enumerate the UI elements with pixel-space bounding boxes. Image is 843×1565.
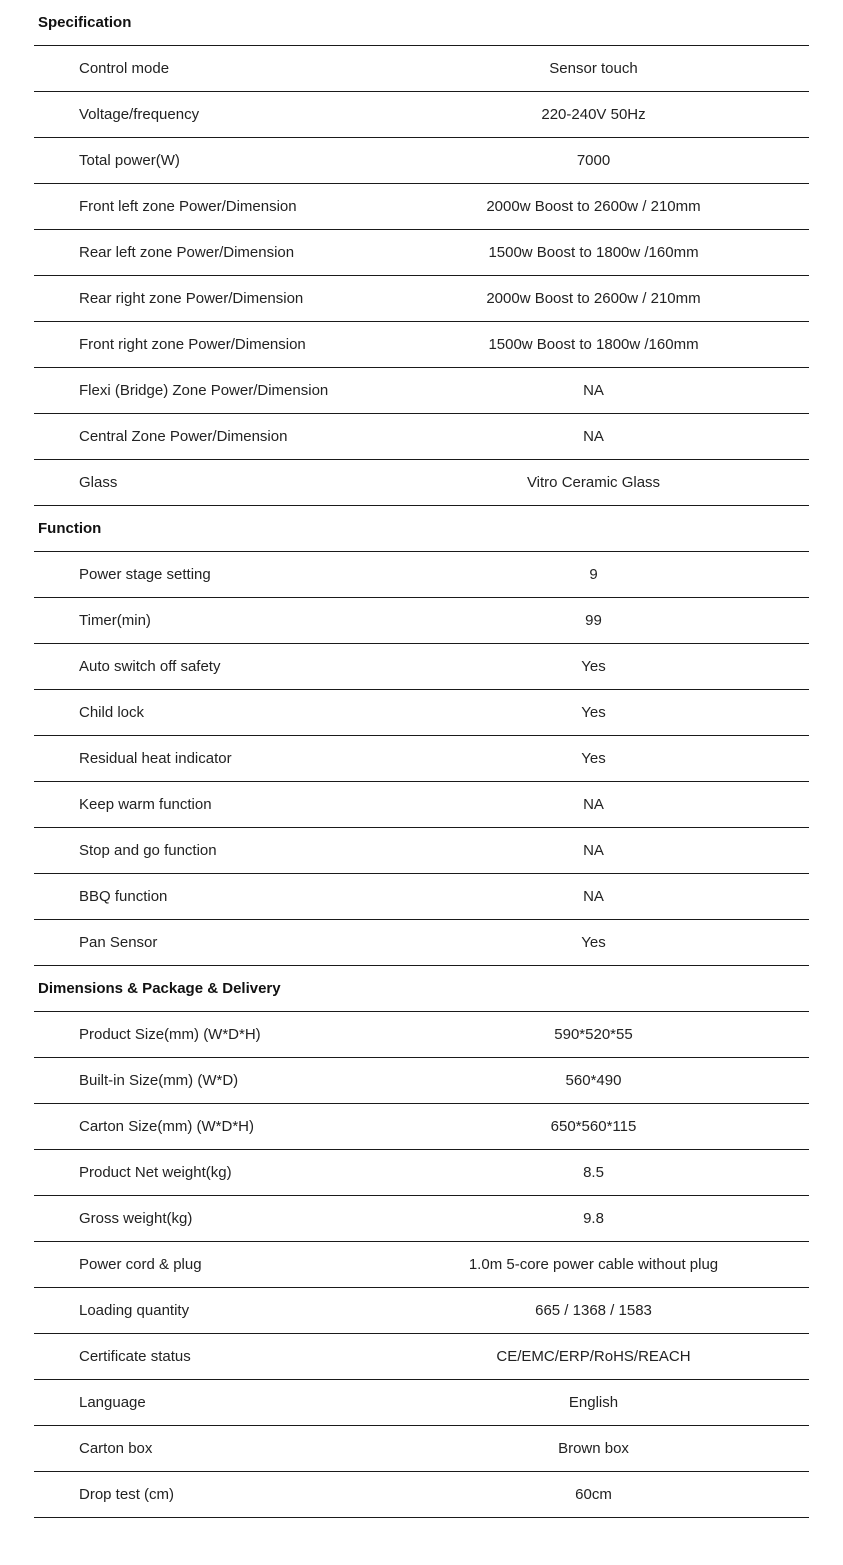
- spec-value: CE/EMC/ERP/RoHS/REACH: [496, 1348, 691, 1365]
- spec-value: 7000: [576, 152, 611, 169]
- spec-label: Stop and go function: [79, 842, 217, 859]
- spec-label: Rear right zone Power/Dimension: [79, 290, 304, 307]
- spec-value: 590*520*55: [554, 1026, 633, 1043]
- spec-label: Timer(min): [79, 612, 151, 629]
- spec-label: Rear left zone Power/Dimension: [79, 244, 295, 261]
- spec-row: [34, 1104, 809, 1150]
- spec-label: Carton box: [79, 1440, 153, 1457]
- spec-row: [34, 138, 809, 184]
- spec-row: [34, 552, 809, 598]
- spec-label: Language: [79, 1394, 146, 1411]
- spec-row: [34, 46, 809, 92]
- spec-label: Front left zone Power/Dimension: [79, 198, 297, 215]
- spec-label: Front right zone Power/Dimension: [79, 336, 306, 353]
- spec-row: [34, 920, 809, 966]
- spec-label: Power cord & plug: [79, 1256, 202, 1273]
- spec-label: Certificate status: [79, 1348, 191, 1365]
- spec-value: Yes: [581, 658, 606, 675]
- spec-label: Total power(W): [79, 152, 180, 169]
- section-heading: Function: [34, 506, 809, 552]
- spec-row: [34, 736, 809, 782]
- spec-row: [34, 1058, 809, 1104]
- spec-label: Residual heat indicator: [79, 750, 232, 767]
- spec-value: NA: [583, 382, 604, 399]
- spec-label: Drop test (cm): [79, 1486, 175, 1503]
- spec-row: [34, 690, 809, 736]
- spec-value: 2000w Boost to 2600w / 210mm: [486, 290, 701, 307]
- spec-label: Flexi (Bridge) Zone Power/Dimension: [79, 382, 329, 399]
- spec-value: Yes: [581, 750, 606, 767]
- spec-label: Loading quantity: [79, 1302, 190, 1319]
- spec-label: Auto switch off safety: [79, 658, 221, 675]
- spec-row: [34, 1150, 809, 1196]
- spec-value: 60cm: [575, 1486, 612, 1503]
- spec-label: Control mode: [79, 60, 170, 77]
- spec-row: [34, 782, 809, 828]
- spec-value: Vitro Ceramic Glass: [526, 474, 661, 491]
- spec-label: Pan Sensor: [79, 934, 158, 951]
- spec-value: NA: [583, 842, 604, 859]
- spec-row: [34, 644, 809, 690]
- spec-row: [34, 322, 809, 368]
- spec-row: [34, 1334, 809, 1380]
- spec-value: 650*560*115: [550, 1118, 637, 1135]
- spec-row: [34, 184, 809, 230]
- spec-label: Voltage/frequency: [79, 106, 200, 123]
- spec-value: 220-240V 50Hz: [541, 106, 646, 123]
- spec-value: 99: [585, 612, 602, 629]
- spec-value: 2000w Boost to 2600w / 210mm: [486, 198, 701, 215]
- spec-label: Product Size(mm) (W*D*H): [79, 1026, 261, 1043]
- spec-row: [34, 1012, 809, 1058]
- spec-row: [34, 460, 809, 506]
- spec-row: [34, 92, 809, 138]
- spec-label: Glass: [79, 474, 118, 491]
- spec-value: English: [568, 1394, 619, 1411]
- spec-value: 9: [589, 566, 598, 583]
- spec-value: NA: [583, 796, 604, 813]
- spec-label: Central Zone Power/Dimension: [79, 428, 288, 445]
- spec-value: 665 / 1368 / 1583: [535, 1302, 652, 1319]
- spec-row: [34, 414, 809, 460]
- spec-label: Carton Size(mm) (W*D*H): [79, 1118, 255, 1135]
- spec-value: 1.0m 5-core power cable without plug: [468, 1256, 719, 1273]
- spec-row: [34, 598, 809, 644]
- spec-label: Child lock: [79, 704, 145, 721]
- spec-value: 9.8: [583, 1210, 604, 1227]
- spec-label: Power stage setting: [79, 566, 211, 583]
- section-heading: Dimensions & Package & Delivery: [34, 966, 809, 1012]
- spec-row: [34, 1426, 809, 1472]
- spec-row: [34, 276, 809, 322]
- spec-row: [34, 230, 809, 276]
- spec-row: [34, 1472, 809, 1518]
- spec-label: BBQ function: [79, 888, 168, 905]
- spec-row: [34, 1196, 809, 1242]
- spec-row: [34, 874, 809, 920]
- spec-value: 1500w Boost to 1800w /160mm: [488, 244, 699, 261]
- spec-value: Yes: [581, 704, 606, 721]
- spec-value: Yes: [581, 934, 606, 951]
- spec-value: 8.5: [583, 1164, 604, 1181]
- spec-value: NA: [583, 888, 604, 905]
- spec-label: Built-in Size(mm) (W*D): [79, 1072, 239, 1089]
- spec-row: [34, 1242, 809, 1288]
- spec-value: NA: [583, 428, 604, 445]
- spec-row: [34, 368, 809, 414]
- spec-row: [34, 1380, 809, 1426]
- spec-row: [34, 1288, 809, 1334]
- spec-label: Product Net weight(kg): [79, 1164, 232, 1181]
- spec-label: Gross weight(kg): [79, 1210, 193, 1227]
- spec-value: Brown box: [558, 1440, 629, 1457]
- spec-label: Keep warm function: [79, 796, 212, 813]
- spec-value: 560*490: [565, 1072, 622, 1089]
- spec-row: [34, 828, 809, 874]
- spec-table: [34, 0, 809, 1518]
- spec-value: 1500w Boost to 1800w /160mm: [488, 336, 699, 353]
- section-heading: Specification: [34, 0, 809, 46]
- spec-value: Sensor touch: [549, 60, 638, 77]
